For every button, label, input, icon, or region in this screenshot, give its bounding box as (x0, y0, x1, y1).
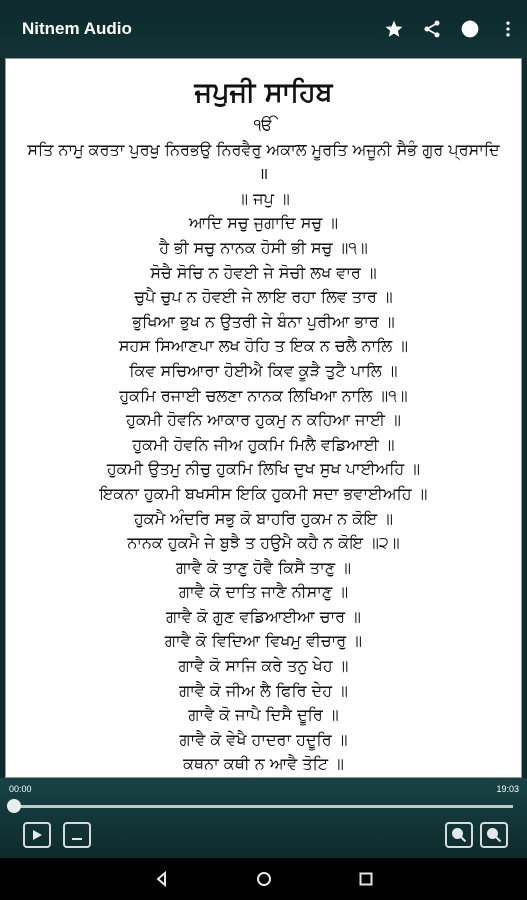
verse-line: ਗਾਵੈ ਕੋ ਗੁਣ ਵਡਿਆਈਆ ਚਾਰ ॥ (166, 606, 361, 626)
verse-line: ਭੁਖਿਆ ਭੁਖ ਨ ਉਤਰੀ ਜੇ ਬੰਨਾ ਪੁਰੀਆ ਭਾਰ ॥ (132, 311, 395, 331)
stop-button[interactable] (63, 822, 91, 848)
verse-list (6, 113, 521, 777)
verse-line: ਗਾਵੈ ਕੋ ਵਿਦਿਆ ਵਿਖਮੁ ਵੀਚਾਰੁ ॥ (164, 631, 363, 651)
verse-line: ਸਤਿ ਨਾਮੁ ਕਰਤਾ ਪੁਰਖੁ ਨਿਰਭਉ ਨਿਰਵੈਰੁ ਅਕਾਲ ਮੂਰਤਿ ਅਜੂਨੀ ਸੈਭੰ ਗੁਰ ਪ੍ਰਸਾਦਿ (27, 139, 500, 159)
share-icon (422, 19, 442, 39)
system-navigation-bar (0, 858, 527, 900)
stop-icon (71, 829, 83, 841)
back-icon[interactable] (154, 871, 170, 887)
verse-line: ਸੋਚੈ ਸੋਚਿ ਨ ਹੋਵਈ ਜੇ ਸੋਚੀ ਲਖ ਵਾਰ ॥ (150, 262, 377, 282)
more-vertical-icon (498, 19, 518, 39)
current-time: 00:00 (9, 784, 32, 794)
verse-line: ਹੁਕਮੀ ਹੋਵਨਿ ਜੀਅ ਹੁਕਮਿ ਮਿਲੈ ਵਡਿਆਈ ॥ (132, 434, 395, 454)
verse-line: ਗਾਵੈ ਕੋ ਜਾਪੈ ਦਿਸੈ ਦੂਰਿ ॥ (188, 705, 339, 725)
star-icon (384, 19, 404, 39)
favorite-button[interactable] (375, 0, 413, 58)
share-button[interactable] (413, 0, 451, 58)
verse-line: ੴ (253, 115, 274, 134)
seek-bar[interactable] (14, 805, 513, 808)
verse-line: ਚੁਪੈ ਚੁਪ ਨ ਹੋਵਈ ਜੇ ਲਾਇ ਰਹਾ ਲਿਵ ਤਾਰ ॥ (134, 287, 393, 307)
verse-line: ਗਾਵੈ ਕੋ ਸਾਜਿ ਕਰੇ ਤਨੁ ਖੇਹ ॥ (178, 656, 349, 676)
verse-line: ਸਹਸ ਸਿਆਣਪਾ ਲਖ ਹੋਹਿ ਤ ਇਕ ਨ ਚਲੈ ਨਾਲਿ ॥ (118, 336, 409, 356)
app-bar (0, 0, 527, 58)
seek-thumb[interactable] (7, 799, 21, 813)
audio-player (0, 778, 527, 858)
app-title: Nitnem Audio (22, 19, 132, 38)
zoom-in-icon (486, 827, 502, 843)
verse-line: ॥ (258, 164, 269, 184)
verse-line: ਹੁਕਮੀ ਉਤਮੁ ਨੀਚੁ ਹੁਕਮਿ ਲਿਖਿ ਦੁਖ ਸੁਖ ਪਾਈਅਹਿ ॥ (106, 459, 421, 479)
zoom-out-button[interactable] (445, 822, 473, 848)
home-icon[interactable] (256, 871, 272, 887)
verse-line: ਨਾਨਕ ਹੁਕਮੈ ਜੇ ਬੁਝੈ ਤ ਹਉਮੈ ਕਹੈ ਨ ਕੋਇ ॥੨॥ (127, 533, 400, 553)
verse-line: ਗਾਵੈ ਕੋ ਦਾਤਿ ਜਾਣੈ ਨੀਸਾਣੁ ॥ (178, 582, 349, 602)
verse-line: ਇਕਨਾ ਹੁਕਮੀ ਬਖਸੀਸ ਇਕਿ ਹੁਕਮੀ ਸਦਾ ਭਵਾਈਅਹਿ ॥ (99, 483, 428, 503)
gurbani-text-panel[interactable] (5, 58, 522, 778)
play-icon (31, 829, 43, 841)
overflow-menu-button[interactable] (489, 0, 527, 58)
language-button[interactable] (451, 0, 489, 58)
verse-line: ਗਾਵੈ ਕੋ ਤਾਣੁ ਹੋਵੈ ਕਿਸੈ ਤਾਣੁ ॥ (176, 557, 351, 577)
zoom-in-button[interactable] (480, 822, 508, 848)
recents-icon[interactable] (358, 871, 374, 887)
globe-icon (460, 19, 480, 39)
bani-title: ਜਪੁਜੀ ਸਾਹਿਬ (194, 77, 333, 108)
verse-line: ॥ ਜਪੁ ॥ (237, 188, 290, 208)
total-time: 19:03 (496, 784, 519, 794)
verse-line: ਕਿਵ ਸਚਿਆਰਾ ਹੋਈਐ ਕਿਵ ਕੂੜੈ ਤੁਟੈ ਪਾਲਿ ॥ (129, 360, 398, 380)
verse-line: ਗਾਵੈ ਕੋ ਜੀਅ ਲੈ ਫਿਰਿ ਦੇਹ ॥ (179, 680, 348, 700)
verse-line: ਹੈ ਭੀ ਸਚੁ ਨਾਨਕ ਹੋਸੀ ਭੀ ਸਚੁ ॥੧॥ (159, 237, 368, 257)
play-button[interactable] (23, 822, 51, 848)
verse-line: ਗਾਵੈ ਕੋ ਵੇਖੈ ਹਾਦਰਾ ਹਦੂਰਿ ॥ (179, 729, 348, 749)
verse-line: ਹੁਕਮੀ ਹੋਵਨਿ ਆਕਾਰ ਹੁਕਮੁ ਨ ਕਹਿਆ ਜਾਈ ॥ (126, 410, 401, 430)
verse-line: ਹੁਕਮਿ ਰਜਾਈ ਚਲਣਾ ਨਾਨਕ ਲਿਖਿਆ ਨਾਲਿ ॥੧॥ (119, 385, 408, 405)
zoom-out-icon (451, 827, 467, 843)
verse-line: ਹੁਕਮੈ ਅੰਦਰਿ ਸਭੁ ਕੋ ਬਾਹਰਿ ਹੁਕਮ ਨ ਕੋਇ ॥ (133, 508, 394, 528)
verse-line: ਆਦਿ ਸਚੁ ਜੁਗਾਦਿ ਸਚੁ ॥ (188, 213, 339, 233)
verse-line: ਕਥਨਾ ਕਥੀ ਨ ਆਵੈ ਤੋਟਿ ॥ (183, 754, 344, 774)
